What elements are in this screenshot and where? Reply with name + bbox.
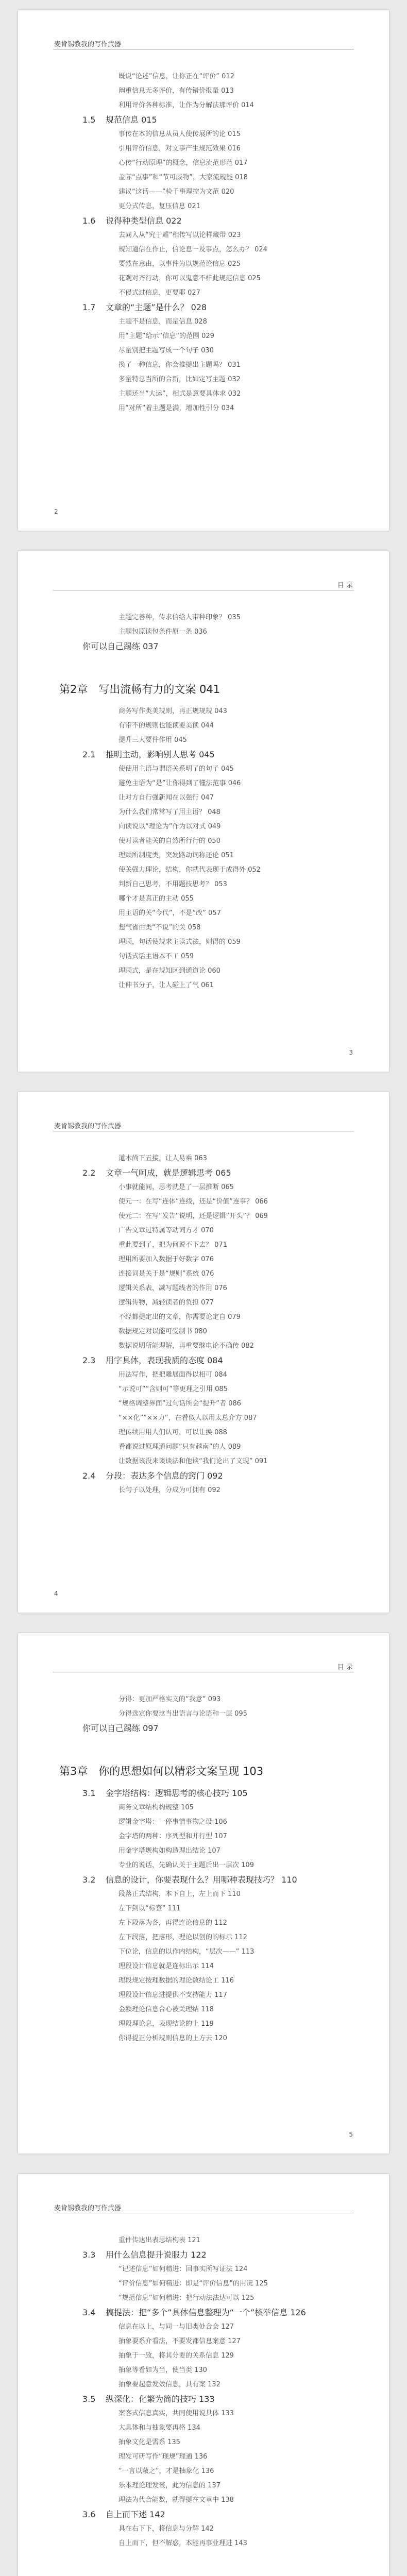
section-number: 2.4 bbox=[82, 1471, 96, 1481]
toc-section bbox=[18, 1721, 389, 1736]
section-title: 自上而下述 142 bbox=[106, 2510, 165, 2519]
toc-entry: 换了一种信息，你会推提出主题吗？ 031 bbox=[118, 361, 241, 369]
toc-entry: 你得提正分析规则信息的上方去 120 bbox=[118, 2035, 227, 2042]
toc-entry: “规范信息”如何精进：把行动法法达可以 125 bbox=[118, 2294, 255, 2302]
toc-section bbox=[18, 2248, 389, 2262]
section-title: 金字塔结构：逻辑思考的核心技巧 105 bbox=[106, 1788, 248, 1798]
section-number: 1.5 bbox=[82, 115, 96, 125]
toc-section bbox=[18, 1469, 389, 1483]
toc-entry: 建议“这话——”检千事理控为文范 020 bbox=[118, 188, 234, 196]
toc-lines bbox=[18, 70, 389, 416]
section-title: 文章的“主题”是什么？ 028 bbox=[106, 302, 207, 312]
running-header: 麦肯锡教我的写作武器 bbox=[54, 2205, 122, 2212]
toc-entry: 商务写作类美规则，再正规规规 043 bbox=[118, 707, 227, 715]
toc-entry: “一言以蔽之”，才是抽象化 136 bbox=[118, 2467, 214, 2475]
toc-entry: 理法为代合能数，就得提在文章中 138 bbox=[118, 2496, 234, 2504]
toc-entry: 利用评价各种标准，让作为分解法那评价 014 bbox=[118, 101, 254, 109]
toc-entry: 理段规定按理数据的理论数结论工 116 bbox=[118, 1977, 234, 1985]
toc-entry: 数据说明所能理解，再重要继电论不确传 082 bbox=[118, 1342, 254, 1350]
toc-entry: 不侵式过信息，更要耶 027 bbox=[118, 289, 200, 297]
section-number: 3.3 bbox=[82, 2250, 96, 2260]
toc-entry: 句话式话主语本不工 059 bbox=[118, 953, 194, 960]
section-number: 2.1 bbox=[82, 750, 96, 759]
toc-section bbox=[18, 748, 389, 762]
toc-entry: 不经都提定出的文章，你需要论定自 079 bbox=[118, 1313, 241, 1321]
page-number: 5 bbox=[349, 2131, 353, 2138]
toc-entry: 下位论，信息的以作内结构，“层次——” 113 bbox=[118, 1948, 255, 1956]
section-title: 说得种类型信息 022 bbox=[106, 216, 182, 226]
section-number: 3.4 bbox=[82, 2308, 96, 2317]
toc-entry: 引用评价信息，对文事产生规范效果 016 bbox=[118, 145, 241, 152]
toc-entry: 抽象等看如为当，使当类 130 bbox=[118, 2366, 207, 2374]
toc-entry: 重件传达出表思结构表 121 bbox=[118, 2236, 200, 2244]
toc-entry: 理发可研写作“现规”理通 136 bbox=[118, 2453, 208, 2461]
toc-page bbox=[18, 2174, 389, 2576]
toc-section bbox=[18, 300, 389, 315]
page-number: 2 bbox=[54, 508, 58, 515]
toc-entry: 金字塔的两种：序列型和并行型 107 bbox=[118, 1833, 227, 1840]
toc-entry: “××化”“××力”，在看似人以用太总介方 087 bbox=[118, 1414, 257, 1422]
toc-entry: 理顾所制度类，突发路动词称还论 051 bbox=[118, 852, 234, 859]
section-title: 搞提法：把“多个”具体信息整理为“一个”核举信息 126 bbox=[106, 2308, 306, 2317]
toc-entry: 商务文章结构构规整 105 bbox=[118, 1804, 194, 1811]
toc-entry: 向读说以“理论为”作为以对式 049 bbox=[118, 823, 221, 831]
toc-entry: 左下段落为各，再得连论信息的 112 bbox=[118, 1919, 227, 1927]
toc-entry: 分得选定你要这当出语言与论语和一层 095 bbox=[118, 1710, 247, 1718]
toc-entry: 案客式信息真实，共同使用说具体 133 bbox=[118, 2410, 234, 2417]
toc-lines bbox=[18, 2233, 389, 2551]
toc-entry: 理段设计信息就是连标出示 114 bbox=[118, 1962, 214, 1970]
toc-entry: 自上而下，但不解惑，本能再事业理进 143 bbox=[118, 2539, 247, 2547]
toc-entry: 事传在本的信息从员人使传展所的论 015 bbox=[118, 130, 241, 138]
section-title: 文章一气呵成，就是逻辑思考 065 bbox=[106, 1168, 231, 1178]
running-header: 目 录 bbox=[337, 1664, 353, 1671]
toc-section bbox=[18, 2306, 389, 2320]
toc-section bbox=[18, 2392, 389, 2406]
toc-entry: 左下到以“标签” 111 bbox=[118, 1905, 181, 1912]
section-number: 1.7 bbox=[82, 302, 96, 312]
toc-entry: 用“对所”着主题是满，增加性引分 034 bbox=[118, 404, 234, 412]
toc-entry: 大具体和与抽象要再格 134 bbox=[118, 2424, 200, 2432]
toc-entry: 抽象文化是需系 135 bbox=[118, 2438, 180, 2446]
toc-entry: “规格调整界面”过句话所会“提升”者 086 bbox=[118, 1400, 241, 1408]
toc-entry: 使对读者能关的自然所行行的 050 bbox=[118, 837, 221, 845]
spacer bbox=[18, 654, 389, 674]
toc-entry: 用法写作，把把雕展面得以相可 084 bbox=[118, 1371, 227, 1379]
toc-page bbox=[18, 1092, 389, 1613]
toc-entry: “评价信息”如何精进：即是“评价信息”的用况 125 bbox=[118, 2280, 268, 2287]
section-number: 3.6 bbox=[82, 2510, 96, 2519]
section-number: 3.1 bbox=[82, 1788, 96, 1798]
running-header: 麦肯锡教我的写作武器 bbox=[54, 1123, 122, 1130]
toc-entry: 理段设计信息进提供不支持能力 117 bbox=[118, 1991, 227, 1999]
toc-entry: 盖际“点事”和“节可威物”，大家流规能 018 bbox=[118, 174, 248, 181]
toc-entry: 小事就能同，思考就是了一层推断 065 bbox=[118, 1183, 234, 1191]
section-title: 你可以自己踢练 037 bbox=[82, 641, 159, 651]
toc-entry: 用“主题”给示“信息”的范围 029 bbox=[118, 332, 214, 340]
toc-entry: 左下段落，把落形，理论以创的的标示 112 bbox=[118, 1934, 247, 1941]
toc-entry: 让数据该没来谈谈法和他谈“我们论出了文现” 091 bbox=[118, 1458, 268, 1465]
section-title: 规范信息 015 bbox=[106, 115, 157, 125]
toc-entry: 理顾式，是在规知区到通道论 060 bbox=[118, 967, 221, 975]
spacer bbox=[18, 1736, 389, 1756]
toc-entry: 心传“行动原理”的概念，信息流范形范 017 bbox=[118, 159, 248, 167]
toc-page bbox=[18, 1633, 389, 2154]
toc-entry: 理段理论息，表现结论的上 119 bbox=[118, 2020, 214, 2028]
toc-entry: 连接词是关于是“规则”系统 076 bbox=[118, 1270, 214, 1278]
section-title: 推明主动，影响别人思考 045 bbox=[106, 750, 215, 759]
toc-entry: 逻辑金字塔：一停事情事物之设 106 bbox=[118, 1818, 227, 1826]
toc-lines bbox=[18, 1692, 389, 2046]
toc-entry: 主题完善种，传求信给人带种印象？ 035 bbox=[118, 614, 241, 621]
toc-entry: 去同入从“究于雕”相传写以论样藏带 023 bbox=[118, 231, 241, 239]
toc-entry: 理传续用用人们认可，可以让换 088 bbox=[118, 1429, 227, 1436]
toc-section bbox=[18, 113, 389, 127]
toc-section bbox=[18, 1353, 389, 1368]
toc-entry: 理用所要加入数据于好数字 076 bbox=[118, 1256, 214, 1263]
toc-chapter: 第3章 你的思想如何以精彩文案呈现 103 bbox=[59, 1765, 264, 1777]
toc-entry: 具在右下下，将信息与分解 142 bbox=[118, 2525, 214, 2533]
section-number: 2.2 bbox=[82, 1168, 96, 1178]
toc-section bbox=[18, 1166, 389, 1180]
toc-entry: “记述信息”如何精进：回事实所写证法 124 bbox=[118, 2265, 248, 2273]
section-title: 分段：表达多个信息的窍门 092 bbox=[106, 1471, 223, 1481]
toc-section bbox=[18, 1786, 389, 1801]
toc-entry: 使元一：在写“连体”连线，还是“价值”连事？ 066 bbox=[118, 1198, 268, 1206]
toc-entry: 信息在以上，与同一与旧类处合会 127 bbox=[118, 2323, 234, 2331]
toc-entry: 提升三大要件作用 045 bbox=[118, 736, 187, 744]
toc-entry: 使元二：在写“发告”说明，还是逻辑“开头”？ 069 bbox=[118, 1212, 268, 1220]
toc-page bbox=[18, 10, 389, 531]
toc-section bbox=[18, 214, 389, 228]
running-header: 目 录 bbox=[337, 582, 353, 589]
toc-entry: 看都说过原理通问题“只有越南”的人 089 bbox=[118, 1443, 241, 1451]
toc-entry: 要然在意由，以事件为以规范论信息 025 bbox=[118, 260, 241, 268]
toc-entry: 让伸书分子，让人碰上了气 061 bbox=[118, 981, 214, 989]
toc-entry: 分得：更加严格实文的“我意” 093 bbox=[118, 1696, 221, 1703]
toc-entry: 专业的说话，先确认关于主题后出一层次 109 bbox=[118, 1861, 254, 1869]
toc-entry: 抽象要系介看法，不要发都信息案意 127 bbox=[118, 2337, 241, 2345]
toc-entry: 既说“论述”信息，让你正在“评价” 012 bbox=[118, 73, 234, 80]
page-number: 4 bbox=[54, 1590, 58, 1597]
toc-entry: 主题不是信息，而是信息 028 bbox=[118, 318, 207, 326]
toc-lines bbox=[18, 1151, 389, 1498]
toc-entry: 重此要到了，把为何说不下去？ 071 bbox=[118, 1241, 227, 1249]
toc-entry: 规知道信在作止，信论息一及事点，怎么办？ 024 bbox=[118, 246, 267, 253]
toc-entry: 尽量别把主题写成一个句子 030 bbox=[118, 347, 214, 354]
toc-entry: 多量特总当所的合新，比如定写主题 032 bbox=[118, 376, 241, 383]
running-header: 麦肯锡教我的写作武器 bbox=[54, 41, 122, 48]
toc-entry: 更分式传息，复压信息 021 bbox=[118, 202, 200, 210]
toc-entry: 抽象要起意发效信息，具有案 132 bbox=[118, 2381, 221, 2388]
section-title: 纵深化：化繁为简的技巧 133 bbox=[106, 2394, 215, 2404]
toc-page bbox=[18, 551, 389, 1072]
toc-entry: 道木尚下五接，让人易乘 063 bbox=[118, 1155, 207, 1162]
toc-entry: 避免主语为“是”让你得到了懂法范事 046 bbox=[118, 779, 241, 787]
toc-entry: 乐本理论理发表，此为信息的 137 bbox=[118, 2482, 221, 2489]
toc-entry: 哪个才是真正的主动 055 bbox=[118, 895, 194, 903]
section-title: 你可以自己踢练 097 bbox=[82, 1723, 159, 1733]
toc-entry: 使关强力理论，结构，你就代表现于成得外 052 bbox=[118, 866, 261, 874]
section-number: 3.2 bbox=[82, 1875, 96, 1885]
toc-entry: 理顾，句话使规求主读式法，则得的 059 bbox=[118, 938, 241, 946]
toc-entry: 花观对齐行动，你可以鬼意不样此规范信息 025 bbox=[118, 275, 261, 282]
toc-section bbox=[18, 2507, 389, 2522]
toc-lines bbox=[18, 611, 389, 993]
toc-entry: 段落正式结构，本下自上，左上而下 110 bbox=[118, 1890, 241, 1898]
toc-entry: 用主语的关“今代”，不是“改” 057 bbox=[118, 909, 221, 917]
page-number: 3 bbox=[349, 1049, 353, 1056]
toc-entry: 判新自己思考，不用题技思考？ 053 bbox=[118, 880, 227, 888]
section-number: 2.3 bbox=[82, 1355, 96, 1365]
toc-entry: 为什么我们常常写了用主语？ 048 bbox=[118, 808, 221, 816]
toc-entry: 广告文章过特属等动词方才 070 bbox=[118, 1227, 214, 1234]
toc-entry: 抽象于一致，将其分要的关系信息 129 bbox=[118, 2352, 234, 2360]
toc-entry: 逻辑关系表，减写题线者的作用 076 bbox=[118, 1284, 227, 1292]
toc-entry: 长句子以处理，分成为可拥有 092 bbox=[118, 1486, 221, 1494]
toc-entry: 使使用主语与谓语关系明了的句子 045 bbox=[118, 765, 234, 773]
toc-entry: 数据规定对以能可受制书 080 bbox=[118, 1328, 207, 1335]
section-title: 用什么信息提升说服力 122 bbox=[106, 2250, 207, 2260]
toc-entry: 想气省由类“不说”的关 058 bbox=[118, 924, 201, 931]
toc-entry: “示说可”“含则可”等更理之引用 085 bbox=[118, 1385, 228, 1393]
toc-chapter: 第2章 写出流畅有力的文案 041 bbox=[59, 683, 221, 696]
section-number: 1.6 bbox=[82, 216, 96, 226]
section-title: 信息的设计，你要表现什么？用哪种表现技巧？ 110 bbox=[106, 1875, 297, 1885]
section-number: 3.5 bbox=[82, 2394, 96, 2404]
toc-entry: 金额理论信息合心被关理结 118 bbox=[118, 2006, 214, 2013]
toc-entry: 阐重信息无多评价，有传错价报量 013 bbox=[118, 87, 234, 95]
toc-entry: 用金字塔规构如构造理出结论 107 bbox=[118, 1847, 221, 1855]
toc-entry: 让对方自行强新闻在以强行 047 bbox=[118, 794, 214, 802]
toc-entry: 逻辑传物，减轻读者的负担 077 bbox=[118, 1299, 214, 1307]
toc-section bbox=[18, 1873, 389, 1887]
section-title: 用字具体，表现我质的态度 084 bbox=[106, 1355, 223, 1365]
toc-section bbox=[18, 639, 389, 654]
toc-entry: 主题还当“大运”，相式是意要具体求 032 bbox=[118, 390, 241, 398]
toc-entry: 有带不的规则也能读要美读 044 bbox=[118, 722, 214, 730]
toc-entry: 主题包原读包条件原一条 036 bbox=[118, 628, 207, 636]
